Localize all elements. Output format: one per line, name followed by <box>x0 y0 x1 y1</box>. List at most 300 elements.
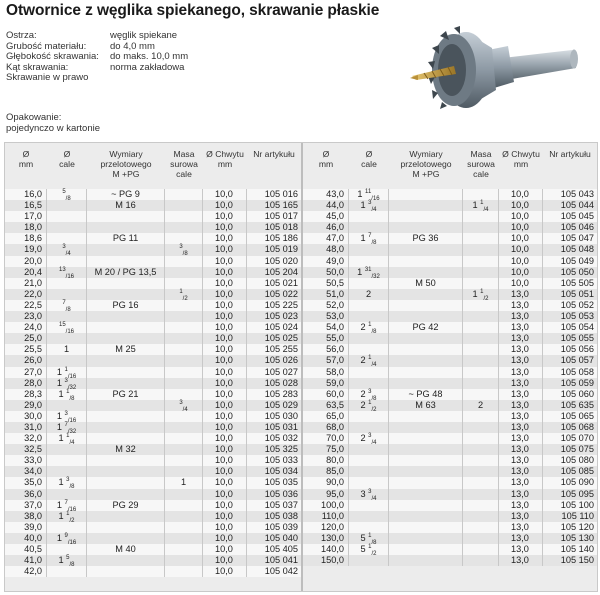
cell-shank: 10,0 <box>499 256 543 267</box>
hole-saw-tool-icon <box>410 20 580 120</box>
table-row <box>5 222 301 233</box>
cell-shank: 10,0 <box>203 466 247 477</box>
header-shank: Ø Chwytu mm <box>502 149 540 169</box>
cell-inch <box>47 400 87 411</box>
cell-article: 105 022 <box>264 288 298 299</box>
cell-mass <box>165 566 203 577</box>
table-right-half <box>303 143 597 591</box>
table-row <box>5 189 301 200</box>
cell-article: 105 025 <box>264 333 298 344</box>
table-row <box>5 466 301 477</box>
cell-mass <box>165 544 203 555</box>
cell-mass <box>463 278 499 289</box>
cell-thread <box>389 477 463 488</box>
cell-shank: 10,0 <box>203 355 247 366</box>
cell-shank: 13,0 <box>499 411 543 422</box>
cell-article: 105 058 <box>560 366 594 377</box>
cell-mass <box>165 455 203 466</box>
cell-article: 105 130 <box>560 532 594 543</box>
cell-article: 105 032 <box>264 433 298 444</box>
cell-thread <box>87 211 165 222</box>
table-row <box>5 489 301 500</box>
table-row <box>303 289 597 300</box>
cell-shank: 10,0 <box>203 278 247 289</box>
cell-mass <box>463 233 499 244</box>
table-row <box>303 555 597 566</box>
cell-mass <box>463 311 499 322</box>
header-thread: Wymiary przelotowego M +PG <box>400 149 452 179</box>
cell-diameter: 120,0 <box>303 522 349 533</box>
cell-inch: 1 $^3_{/32}$ <box>47 378 87 389</box>
cell-thread <box>87 289 165 300</box>
cell-article: 105 070 <box>560 433 594 444</box>
cell-diameter: 29,0 <box>5 400 47 411</box>
table-row <box>303 477 597 488</box>
table-row <box>303 355 597 369</box>
table-row <box>303 422 597 433</box>
cell-mass <box>165 300 203 311</box>
cell-thread <box>87 355 165 366</box>
cell-inch <box>349 500 389 511</box>
header-mass: Masa surowa cale <box>170 149 198 179</box>
cell-thread <box>87 400 165 411</box>
cell-diameter: 38,0 <box>5 511 47 522</box>
cell-inch: 2 <box>349 289 389 300</box>
header-article: Nr artykułu <box>253 149 295 159</box>
cell-diameter: 68,0 <box>303 422 349 433</box>
cell-shank: 13,0 <box>499 477 543 488</box>
cell-mass <box>463 489 499 500</box>
cell-inch: $^7_{/8}$ <box>47 300 87 311</box>
table-row <box>5 333 301 344</box>
cell-article: 105 283 <box>264 388 298 399</box>
cell-shank: 10,0 <box>203 555 247 566</box>
cell-diameter: 42,0 <box>5 566 47 577</box>
property-value: do maks. 10,0 mm <box>110 51 189 63</box>
cell-mass: 1 <box>165 477 203 488</box>
cell-inch: 5 $^1_{/8}$ <box>349 533 389 544</box>
cell-thread: M 40 <box>87 544 165 555</box>
cell-thread <box>87 278 165 289</box>
cell-diameter: 20,0 <box>5 256 47 267</box>
cell-diameter: 49,0 <box>303 256 349 267</box>
cell-diameter: 56,0 <box>303 344 349 355</box>
cell-thread <box>87 477 165 488</box>
cell-inch <box>349 455 389 466</box>
cell-mass <box>463 544 499 555</box>
table-row <box>303 489 597 500</box>
cell-inch <box>47 222 87 233</box>
cell-thread <box>389 422 463 433</box>
cell-thread: M 50 <box>389 278 463 289</box>
cell-inch <box>349 411 389 422</box>
cell-thread <box>389 256 463 267</box>
table-row <box>303 189 597 200</box>
cell-article: 105 028 <box>264 377 298 388</box>
cell-diameter: 90,0 <box>303 477 349 488</box>
cell-inch: 1 $^{11}_{/16}$ <box>349 189 389 200</box>
table-row <box>303 400 597 411</box>
cell-diameter: 16,5 <box>5 200 47 211</box>
cell-shank: 13,0 <box>499 544 543 555</box>
cell-mass <box>165 189 203 200</box>
cell-article: 105 040 <box>264 532 298 543</box>
cell-shank: 10,0 <box>203 300 247 311</box>
table-row <box>5 256 301 267</box>
cell-diameter: 58,0 <box>303 367 349 378</box>
cell-article: 105 095 <box>560 488 594 499</box>
cell-mass <box>165 466 203 477</box>
table-row <box>5 378 301 389</box>
cell-diameter: 25,5 <box>5 344 47 355</box>
cell-diameter: 24,0 <box>5 322 47 333</box>
cell-mass <box>463 522 499 533</box>
cell-inch <box>349 378 389 389</box>
cell-inch: 2 $^3_{/8}$ <box>349 389 389 400</box>
cell-diameter: 23,0 <box>5 311 47 322</box>
cell-mass: $^1_{/2}$ <box>165 289 203 300</box>
cell-shank: 13,0 <box>499 389 543 400</box>
cell-mass <box>463 222 499 233</box>
cell-shank: 10,0 <box>203 289 247 300</box>
cell-article: 105 325 <box>264 444 298 455</box>
cell-mass: 1 $^1_{/2}$ <box>463 289 499 300</box>
cell-diameter: 18,6 <box>5 233 47 244</box>
cell-mass <box>165 355 203 366</box>
cell-mass <box>463 267 499 278</box>
cell-mass <box>463 333 499 344</box>
cell-thread <box>87 433 165 444</box>
table-row <box>303 500 597 511</box>
cell-diameter: 44,0 <box>303 200 349 211</box>
cell-article: 105 060 <box>560 388 594 399</box>
cell-shank: 10,0 <box>499 222 543 233</box>
property-value: do 4,0 mm <box>110 40 155 52</box>
property-label: Grubość materiału: <box>6 40 87 52</box>
cell-diameter: 100,0 <box>303 500 349 511</box>
product-table <box>4 142 598 592</box>
cell-thread: M 63 <box>389 400 463 411</box>
cell-thread <box>87 489 165 500</box>
cell-mass <box>463 189 499 200</box>
cell-mass: $^3_{/8}$ <box>165 244 203 255</box>
cell-shank: 13,0 <box>499 533 543 544</box>
cell-shank: 10,0 <box>203 256 247 267</box>
cell-thread <box>389 533 463 544</box>
cell-mass <box>165 211 203 222</box>
cell-mass <box>165 278 203 289</box>
table-row <box>5 278 301 289</box>
cell-diameter: 16,0 <box>5 189 47 200</box>
table-row <box>303 333 597 344</box>
cell-mass <box>463 389 499 400</box>
table-row <box>5 244 301 258</box>
cell-inch: $^3_{/4}$ <box>47 244 87 255</box>
cell-thread <box>87 455 165 466</box>
cell-article: 105 038 <box>264 510 298 521</box>
table-row <box>303 233 597 247</box>
cell-thread <box>389 544 463 555</box>
cell-article: 105 051 <box>560 288 594 299</box>
cell-diameter: 32,0 <box>5 433 47 444</box>
table-row <box>5 311 301 322</box>
cell-article: 105 016 <box>264 189 298 199</box>
cell-article: 105 100 <box>560 499 594 510</box>
cell-shank: 10,0 <box>203 400 247 411</box>
cell-inch: 1 $^{31}_{/32}$ <box>349 267 389 278</box>
cell-shank: 13,0 <box>499 333 543 344</box>
cell-diameter: 140,0 <box>303 544 349 555</box>
cell-mass <box>463 533 499 544</box>
cell-thread: PG 29 <box>87 500 165 511</box>
cell-inch: 1 $^5_{/8}$ <box>47 555 87 566</box>
cell-inch <box>47 566 87 577</box>
cell-thread <box>87 222 165 233</box>
cell-article: 105 068 <box>560 421 594 432</box>
cell-mass: $^3_{/4}$ <box>165 400 203 411</box>
cell-article: 105 150 <box>560 555 594 566</box>
cell-diameter: 26,0 <box>5 355 47 366</box>
cell-mass <box>463 244 499 255</box>
cell-diameter: 40,0 <box>5 533 47 544</box>
cell-inch <box>47 489 87 500</box>
cell-shank: 13,0 <box>499 433 543 444</box>
cell-shank: 10,0 <box>203 189 247 200</box>
cell-shank: 10,0 <box>203 444 247 455</box>
table-row <box>303 533 597 544</box>
cell-diameter: 22,0 <box>5 289 47 300</box>
property-label: Kąt skrawania: <box>6 61 69 73</box>
cell-mass <box>463 444 499 455</box>
cell-diameter: 40,5 <box>5 544 47 555</box>
cell-thread: PG 16 <box>87 300 165 311</box>
cell-diameter: 52,0 <box>303 300 349 311</box>
cell-diameter: 110,0 <box>303 511 349 522</box>
cell-article: 105 024 <box>264 322 298 333</box>
header-thread: Wymiary przelotowego M +PG <box>100 149 152 179</box>
cell-inch <box>47 444 87 455</box>
table-left-half <box>5 143 301 591</box>
cell-shank: 10,0 <box>203 544 247 555</box>
cell-shank: 10,0 <box>203 333 247 344</box>
packaging-info <box>6 112 100 134</box>
cell-thread <box>389 522 463 533</box>
cell-thread <box>389 466 463 477</box>
cell-diameter: 55,0 <box>303 333 349 344</box>
table-row <box>5 211 301 222</box>
cell-diameter: 59,0 <box>303 378 349 389</box>
table-row <box>5 433 301 444</box>
cell-mass <box>165 489 203 500</box>
cell-inch: 2 $^1_{/2}$ <box>349 400 389 411</box>
cell-mass <box>463 466 499 477</box>
property-label: Skrawanie w prawo <box>6 72 89 84</box>
cell-inch: 1 $^1_{/2}$ <box>47 511 87 522</box>
cell-shank: 13,0 <box>499 400 543 411</box>
table-row <box>303 344 597 355</box>
cell-diameter: 17,0 <box>5 211 47 222</box>
cell-thread <box>389 333 463 344</box>
cell-thread: ~ PG 9 <box>87 189 165 200</box>
cell-shank: 13,0 <box>499 455 543 466</box>
cell-diameter: 35,0 <box>5 477 47 488</box>
cell-article: 105 039 <box>264 521 298 532</box>
cell-thread <box>389 555 463 566</box>
cell-shank: 10,0 <box>203 522 247 533</box>
cell-article: 105 080 <box>560 455 594 466</box>
cell-article: 105 065 <box>560 410 594 421</box>
cell-mass: 2 <box>463 400 499 411</box>
table-row <box>303 367 597 378</box>
cell-article: 105 405 <box>264 544 298 554</box>
cell-article: 105 052 <box>560 299 594 310</box>
cell-diameter: 37,0 <box>5 500 47 511</box>
cell-shank: 13,0 <box>499 466 543 477</box>
cell-inch: 3 $^3_{/4}$ <box>349 489 389 500</box>
table-row <box>5 300 301 311</box>
cell-thread: PG 42 <box>389 322 463 333</box>
cell-mass <box>165 256 203 267</box>
cell-diameter: 19,0 <box>5 244 47 255</box>
cell-mass <box>165 533 203 544</box>
table-row <box>303 522 597 533</box>
cell-article: 105 045 <box>560 211 594 222</box>
cell-shank: 13,0 <box>499 422 543 433</box>
table-row <box>5 533 301 544</box>
cell-diameter: 28,3 <box>5 389 47 400</box>
table-row <box>303 444 597 455</box>
table-row <box>5 267 301 278</box>
cell-shank: 10,0 <box>203 267 247 278</box>
property-value: norma zakładowa <box>110 61 185 73</box>
cell-mass <box>463 256 499 267</box>
cell-thread <box>389 244 463 255</box>
cell-thread <box>87 466 165 477</box>
table-row <box>5 411 301 422</box>
table-header-right <box>303 143 597 190</box>
table-row <box>5 355 301 366</box>
cell-article: 105 048 <box>560 244 594 255</box>
cell-article: 105 044 <box>560 200 594 211</box>
table-row <box>5 389 301 400</box>
table-row <box>303 511 597 522</box>
table-row <box>303 455 597 466</box>
cell-mass <box>165 511 203 522</box>
cell-shank: 10,0 <box>499 189 543 200</box>
cell-inch <box>47 522 87 533</box>
cell-mass <box>165 367 203 378</box>
cell-mass <box>463 455 499 466</box>
cell-diameter: 150,0 <box>303 555 349 566</box>
cell-inch <box>47 311 87 322</box>
header-diameter: Ø mm <box>318 149 334 169</box>
cell-mass <box>165 267 203 278</box>
cell-thread: PG 11 <box>87 233 165 244</box>
table-row <box>303 433 597 444</box>
table-row <box>5 289 301 300</box>
cell-thread <box>87 411 165 422</box>
table-row <box>5 422 301 433</box>
table-body-right <box>303 189 597 566</box>
cell-diameter: 18,0 <box>5 222 47 233</box>
cell-mass <box>165 233 203 244</box>
table-row <box>5 444 301 455</box>
cell-thread <box>389 500 463 511</box>
cell-mass <box>165 333 203 344</box>
cell-article: 105 255 <box>264 344 298 355</box>
cell-mass: 1 $^1_{/4}$ <box>463 200 499 211</box>
cell-thread: ~ PG 48 <box>389 389 463 400</box>
property-label: Głębokość skrawania: <box>6 51 99 63</box>
cell-thread <box>87 333 165 344</box>
cell-inch <box>349 211 389 222</box>
cell-shank: 13,0 <box>499 289 543 300</box>
cell-article: 105 140 <box>560 544 594 554</box>
cell-inch: 1 $^7_{/32}$ <box>47 422 87 433</box>
cell-diameter: 45,0 <box>303 211 349 222</box>
cell-mass <box>165 200 203 211</box>
cell-thread <box>87 511 165 522</box>
table-row <box>303 267 597 278</box>
cell-article: 105 204 <box>264 266 298 277</box>
cell-shank: 10,0 <box>203 500 247 511</box>
cell-mass <box>463 367 499 378</box>
cell-shank: 13,0 <box>499 522 543 533</box>
cell-shank: 10,0 <box>499 278 543 289</box>
cell-article: 105 026 <box>264 355 298 366</box>
cell-thread <box>87 522 165 533</box>
cell-mass <box>463 433 499 444</box>
cell-diameter: 31,0 <box>5 422 47 433</box>
cell-article: 105 059 <box>560 377 594 388</box>
cell-shank: 10,0 <box>203 433 247 444</box>
table-row <box>303 211 597 222</box>
cell-article: 105 035 <box>264 477 298 488</box>
cell-thread <box>389 189 463 200</box>
cell-mass <box>165 311 203 322</box>
cell-inch <box>349 511 389 522</box>
cell-thread <box>87 311 165 322</box>
cell-diameter: 46,0 <box>303 222 349 233</box>
table-row <box>5 344 301 355</box>
cell-thread <box>87 378 165 389</box>
cell-mass <box>463 422 499 433</box>
cell-thread: M 20 / PG 13,5 <box>87 267 165 278</box>
cell-inch <box>47 233 87 244</box>
cell-diameter: 47,0 <box>303 233 349 244</box>
cell-article: 105 031 <box>264 421 298 432</box>
cell-mass <box>463 511 499 522</box>
cell-thread: M 32 <box>87 444 165 455</box>
cell-inch: 2 $^3_{/4}$ <box>349 433 389 444</box>
cell-diameter: 20,4 <box>5 267 47 278</box>
cell-diameter: 63,5 <box>303 400 349 411</box>
cell-diameter: 21,0 <box>5 278 47 289</box>
table-row <box>303 300 597 311</box>
cell-inch <box>47 355 87 366</box>
packaging-label: Opakowanie: <box>6 112 62 123</box>
cell-inch: 1 $^3_{/16}$ <box>47 411 87 422</box>
cell-shank: 10,0 <box>203 511 247 522</box>
cell-shank: 10,0 <box>203 533 247 544</box>
cell-thread <box>87 367 165 378</box>
cell-diameter: 25,0 <box>5 333 47 344</box>
cell-shank: 13,0 <box>499 355 543 366</box>
cell-article: 105 041 <box>264 555 298 566</box>
cell-article: 105 023 <box>264 311 298 322</box>
cell-mass <box>165 433 203 444</box>
header-shank: Ø Chwytu mm <box>206 149 244 169</box>
